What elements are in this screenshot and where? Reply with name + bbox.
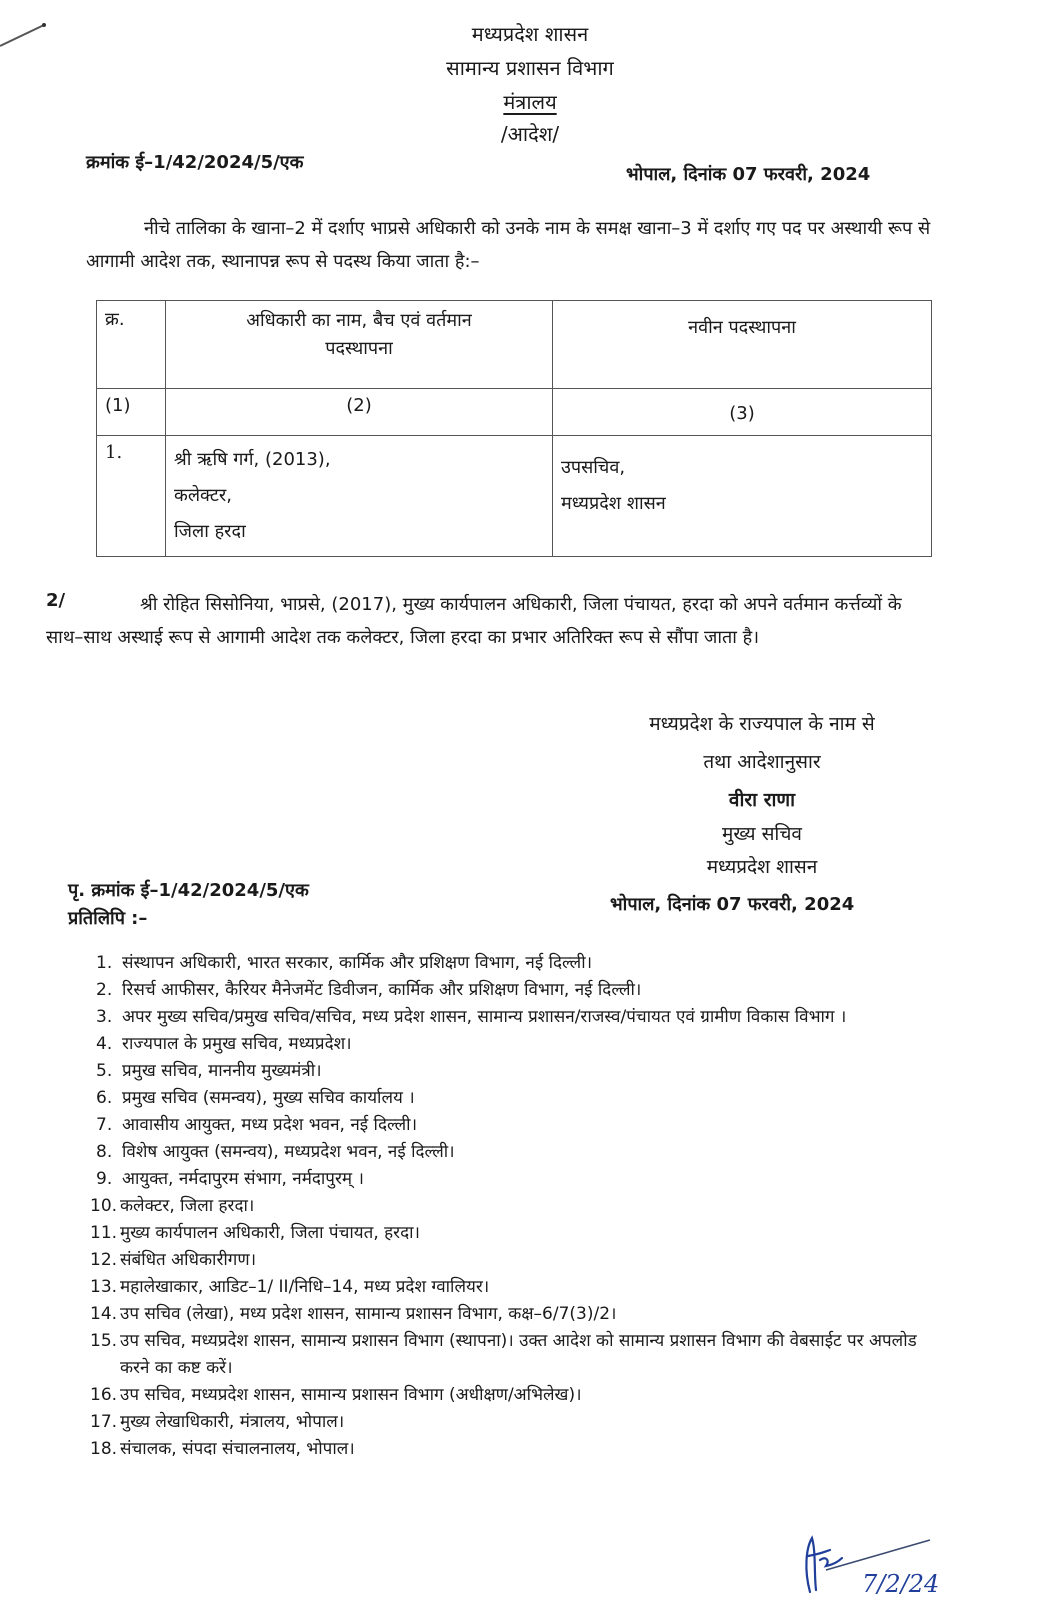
table-row [97,436,932,557]
list-item [90,1247,946,1274]
list-item-text: कलेक्टर, जिला हरदा। [120,1196,255,1216]
row-officer [166,436,553,557]
header-cell-new-posting: नवीन पदस्थापना [553,301,932,389]
list-item-text: संस्थापन अधिकारी, भारत सरकार, कार्मिक और प्रशिक्षण विभाग, नई दिल्ली। [122,953,593,973]
signatory-name: वीरा राणा [728,789,796,811]
list-item-number: 12. [90,1250,118,1270]
list-item-number: 7. [96,1115,113,1135]
list-item [90,1409,946,1436]
list-item-number: 13. [90,1277,118,1297]
list-item-text: मुख्य लेखाधिकारी, मंत्रालय, भोपाल। [120,1412,345,1432]
order-intro-paragraph: नीचे तालिका के खाना–2 में दर्शाए भाप्रसे अधिकारी को उनके नाम के समक्ष खाना–3 में दर्शाए गए पद पर अस्थायी रूप से आगामी आदेश तक, स्थानापन्न रूप से पदस्थ किया जाता है:– [86,218,931,272]
list-item-number: 11. [90,1223,118,1243]
list-item-text: प्रमुख सचिव (समन्वय), मुख्य सचिव कार्यालय । [122,1088,415,1108]
list-item-number: 2. [96,980,113,1000]
signatory-designation: मुख्य सचिव [722,823,802,845]
row-sr: 1. [97,436,166,557]
list-item-number: 14. [90,1304,118,1324]
list-item [96,1085,946,1112]
order-place-date: भोपाल, दिनांक 07 फरवरी, 2024 [626,164,871,185]
signatory-office: मध्यप्रदेश शासन [706,856,818,878]
list-item [90,1328,946,1382]
handwritten-signature [790,1530,950,1600]
list-item [96,1004,946,1031]
list-item [96,977,946,1004]
para2-label: 2/ [46,590,66,611]
header-ministry [330,88,730,115]
list-item-number: 16. [90,1385,118,1405]
list-item-text: विशेष आयुक्त (समन्वय), मध्यप्रदेश भवन, नई दिल्ली। [122,1142,455,1162]
posting-table [96,300,932,557]
pen-mark-decoration [0,20,50,50]
list-item [90,1220,946,1247]
copy-recipients-list [90,950,946,1463]
new-posting-office: मध्यप्रदेश शासन [561,493,666,514]
list-item-text: संचालक, संपदा संचालनालय, भोपाल। [120,1439,355,1459]
list-item-text: आवासीय आयुक्त, मध्य प्रदेश भवन, नई दिल्ली। [122,1115,418,1135]
signature-authority: मध्यप्रदेश के राज्यपाल के नाम से [649,713,875,735]
signature-order-phrase: तथा आदेशानुसार [703,751,821,773]
copy-place-date: भोपाल, दिनांक 07 फरवरी, 2024 [610,894,855,915]
officer-post: कलेक्टर, [174,485,232,506]
list-item-number: 6. [96,1088,113,1108]
list-item-number: 18. [90,1439,118,1459]
list-item [96,1166,946,1193]
handwritten-date: 7/2/24 [862,1570,940,1598]
list-item-text: प्रमुख सचिव, माननीय मुख्यमंत्री। [122,1061,322,1081]
header-cell-officer [166,301,553,389]
list-item-number: 4. [96,1034,113,1054]
officer-district: जिला हरदा [174,521,246,542]
header-government: मध्यप्रदेश शासन [471,22,589,46]
list-item-text: अपर मुख्य सचिव/प्रमुख सचिव/सचिव, मध्य प्रदेश शासन, सामान्य प्रशासन/राजस्व/पंचायत एवं ग्रामीण विकास विभाग । [122,1007,847,1027]
header-ministry-text: मंत्रालय [503,90,557,114]
colnum-3: (3) [553,389,932,436]
list-item-number: 3. [96,1007,113,1027]
list-item-text: महालेखाकार, आडिट–1/ II/निधि–14, मध्य प्रदेश ग्वालियर। [120,1277,490,1297]
list-item-text: मुख्य कार्यपालन अधिकारी, जिला पंचायत, हरदा। [120,1223,420,1243]
list-item-number: 5. [96,1061,113,1081]
header-order-title: /आदेश/ [500,122,560,146]
list-item-text: उप सचिव, मध्यप्रदेश शासन, सामान्य प्रशासन विभाग (अधीक्षण/अभिलेख)। [120,1385,582,1405]
table-header-row [97,301,932,389]
list-item [90,1193,946,1220]
colnum-2: (2) [166,389,553,436]
list-item [96,1112,946,1139]
list-item-number: 8. [96,1142,113,1162]
colnum-1: (1) [97,389,166,436]
list-item [90,1436,946,1463]
list-item [96,1139,946,1166]
para2-text: श्री रोहित सिसोनिया, भाप्रसे, (2017), मुख्य कार्यपालन अधिकारी, जिला पंचायत, हरदा को अपने वर्तमान कर्त्तव्यों के साथ–साथ अस्थाई रूप से आगामी आदेश तक कलेक्टर, जिला हरदा का प्रभार अतिरिक्त रूप से सौंपा जाता है। [46,594,902,648]
list-item-text: रिसर्च आफीसर, कैरियर मैनेजमेंट डिवीजन, कार्मिक और प्रशिक्षण विभाग, नई दिल्ली। [122,980,642,1000]
header-cell-sr: क्र. [97,301,166,389]
order-number: क्रमांक ई–1/42/2024/5/एक [86,152,304,173]
list-item [90,1382,946,1409]
copy-label: प्रतिलिपि :– [68,908,148,929]
list-item-number: 9. [96,1169,113,1189]
list-item-number: 17. [90,1412,118,1432]
header-department: सामान्य प्रशासन विभाग [446,56,614,80]
list-item-text: संबंधित अधिकारीगण। [120,1250,257,1270]
list-item-number: 10. [90,1196,118,1216]
row-new-posting [553,436,932,557]
list-item [96,1031,946,1058]
list-item [90,1274,946,1301]
table-colnum-row [97,389,932,436]
list-item-text: उप सचिव, मध्यप्रदेश शासन, सामान्य प्रशासन विभाग (स्थापना)। उक्त आदेश को सामान्य प्रशासन विभाग की वेबसाईट पर अपलोड करने का कष्ट करें। [120,1331,917,1378]
list-item [96,950,946,977]
list-item [90,1301,946,1328]
header-cell-officer-text: अधिकारी का नाम, बैच एवं वर्तमान पदस्थापना [246,310,472,359]
list-item-text: उप सचिव (लेखा), मध्य प्रदेश शासन, सामान्य प्रशासन विभाग, कक्ष–6/7(3)/2। [120,1304,617,1324]
list-item [96,1058,946,1085]
list-item-number: 15. [90,1331,118,1351]
new-posting-title: उपसचिव, [561,457,626,478]
list-item-number: 1. [96,953,113,973]
list-item-text: आयुक्त, नर्मदापुरम संभाग, नर्मदापुरम् । [122,1169,364,1189]
list-item-text: राज्यपाल के प्रमुख सचिव, मध्यप्रदेश। [122,1034,352,1054]
copy-number: पृ. क्रमांक ई–1/42/2024/5/एक [68,880,309,901]
officer-name: श्री ऋषि गर्ग, (2013), [174,449,331,470]
